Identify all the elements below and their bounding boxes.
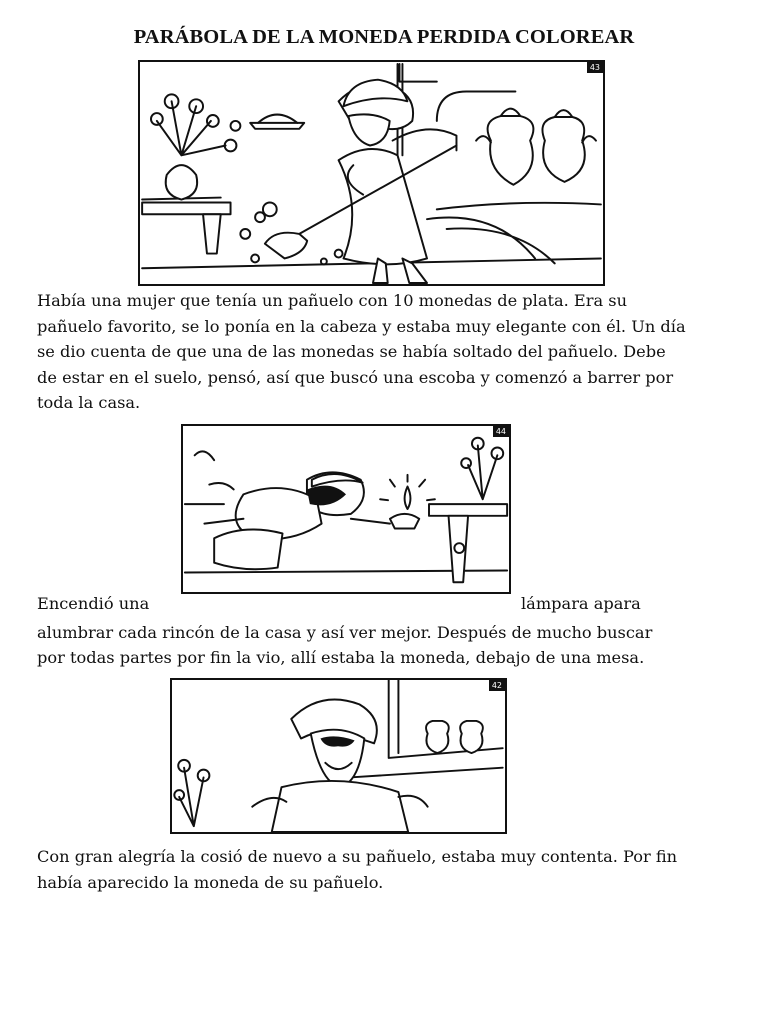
found-coin-illustration bbox=[170, 678, 507, 834]
sweeping-illustration bbox=[138, 60, 605, 286]
page-title: PARÁBOLA DE LA MONEDA PERDIDA COLOREAR bbox=[133, 26, 635, 48]
paragraph-2-left-text: Encendió una bbox=[37, 594, 150, 613]
paragraph-1-line: pañuelo favorito, se lo ponía en la cabeza y estaba muy elegante con él. Un día bbox=[37, 316, 686, 336]
lamp-drawing bbox=[183, 426, 509, 592]
paragraph-3-line: había aparecido la moneda de su pañuelo. bbox=[37, 872, 384, 892]
paragraph-2-first-line bbox=[37, 594, 737, 620]
found-coin-drawing bbox=[172, 680, 505, 832]
page-number-badge: 43 bbox=[587, 62, 603, 73]
paragraph-2-right-text: lámpara apara bbox=[521, 594, 641, 613]
page-number-badge: 42 bbox=[489, 680, 505, 691]
paragraph-1-line: de estar en el suelo, pensó, así que buscó una escoba y comenzó a barrer por bbox=[37, 367, 674, 387]
page-number-badge: 44 bbox=[493, 426, 509, 437]
paragraph-1-line: Había una mujer que tenía un pañuelo con 10 monedas de plata. Era su bbox=[37, 291, 628, 310]
paragraph-2-line: alumbrar cada rincón de la casa y así ver mejor. Después de mucho buscar bbox=[37, 622, 653, 642]
paragraph-1-line: se dio cuenta de que una de las monedas se había soltado del pañuelo. Debe bbox=[37, 342, 666, 361]
lamp-illustration bbox=[181, 424, 511, 594]
paragraph-3-line: Con gran alegría la cosió de nuevo a su pañuelo, estaba muy contenta. Por fin bbox=[37, 847, 678, 866]
paragraph-1-line: toda la casa. bbox=[37, 393, 141, 412]
paragraph-2-line: por todas partes por fin la vio, allí estaba la moneda, debajo de una mesa. bbox=[37, 648, 645, 667]
sweeping-drawing bbox=[140, 62, 603, 284]
